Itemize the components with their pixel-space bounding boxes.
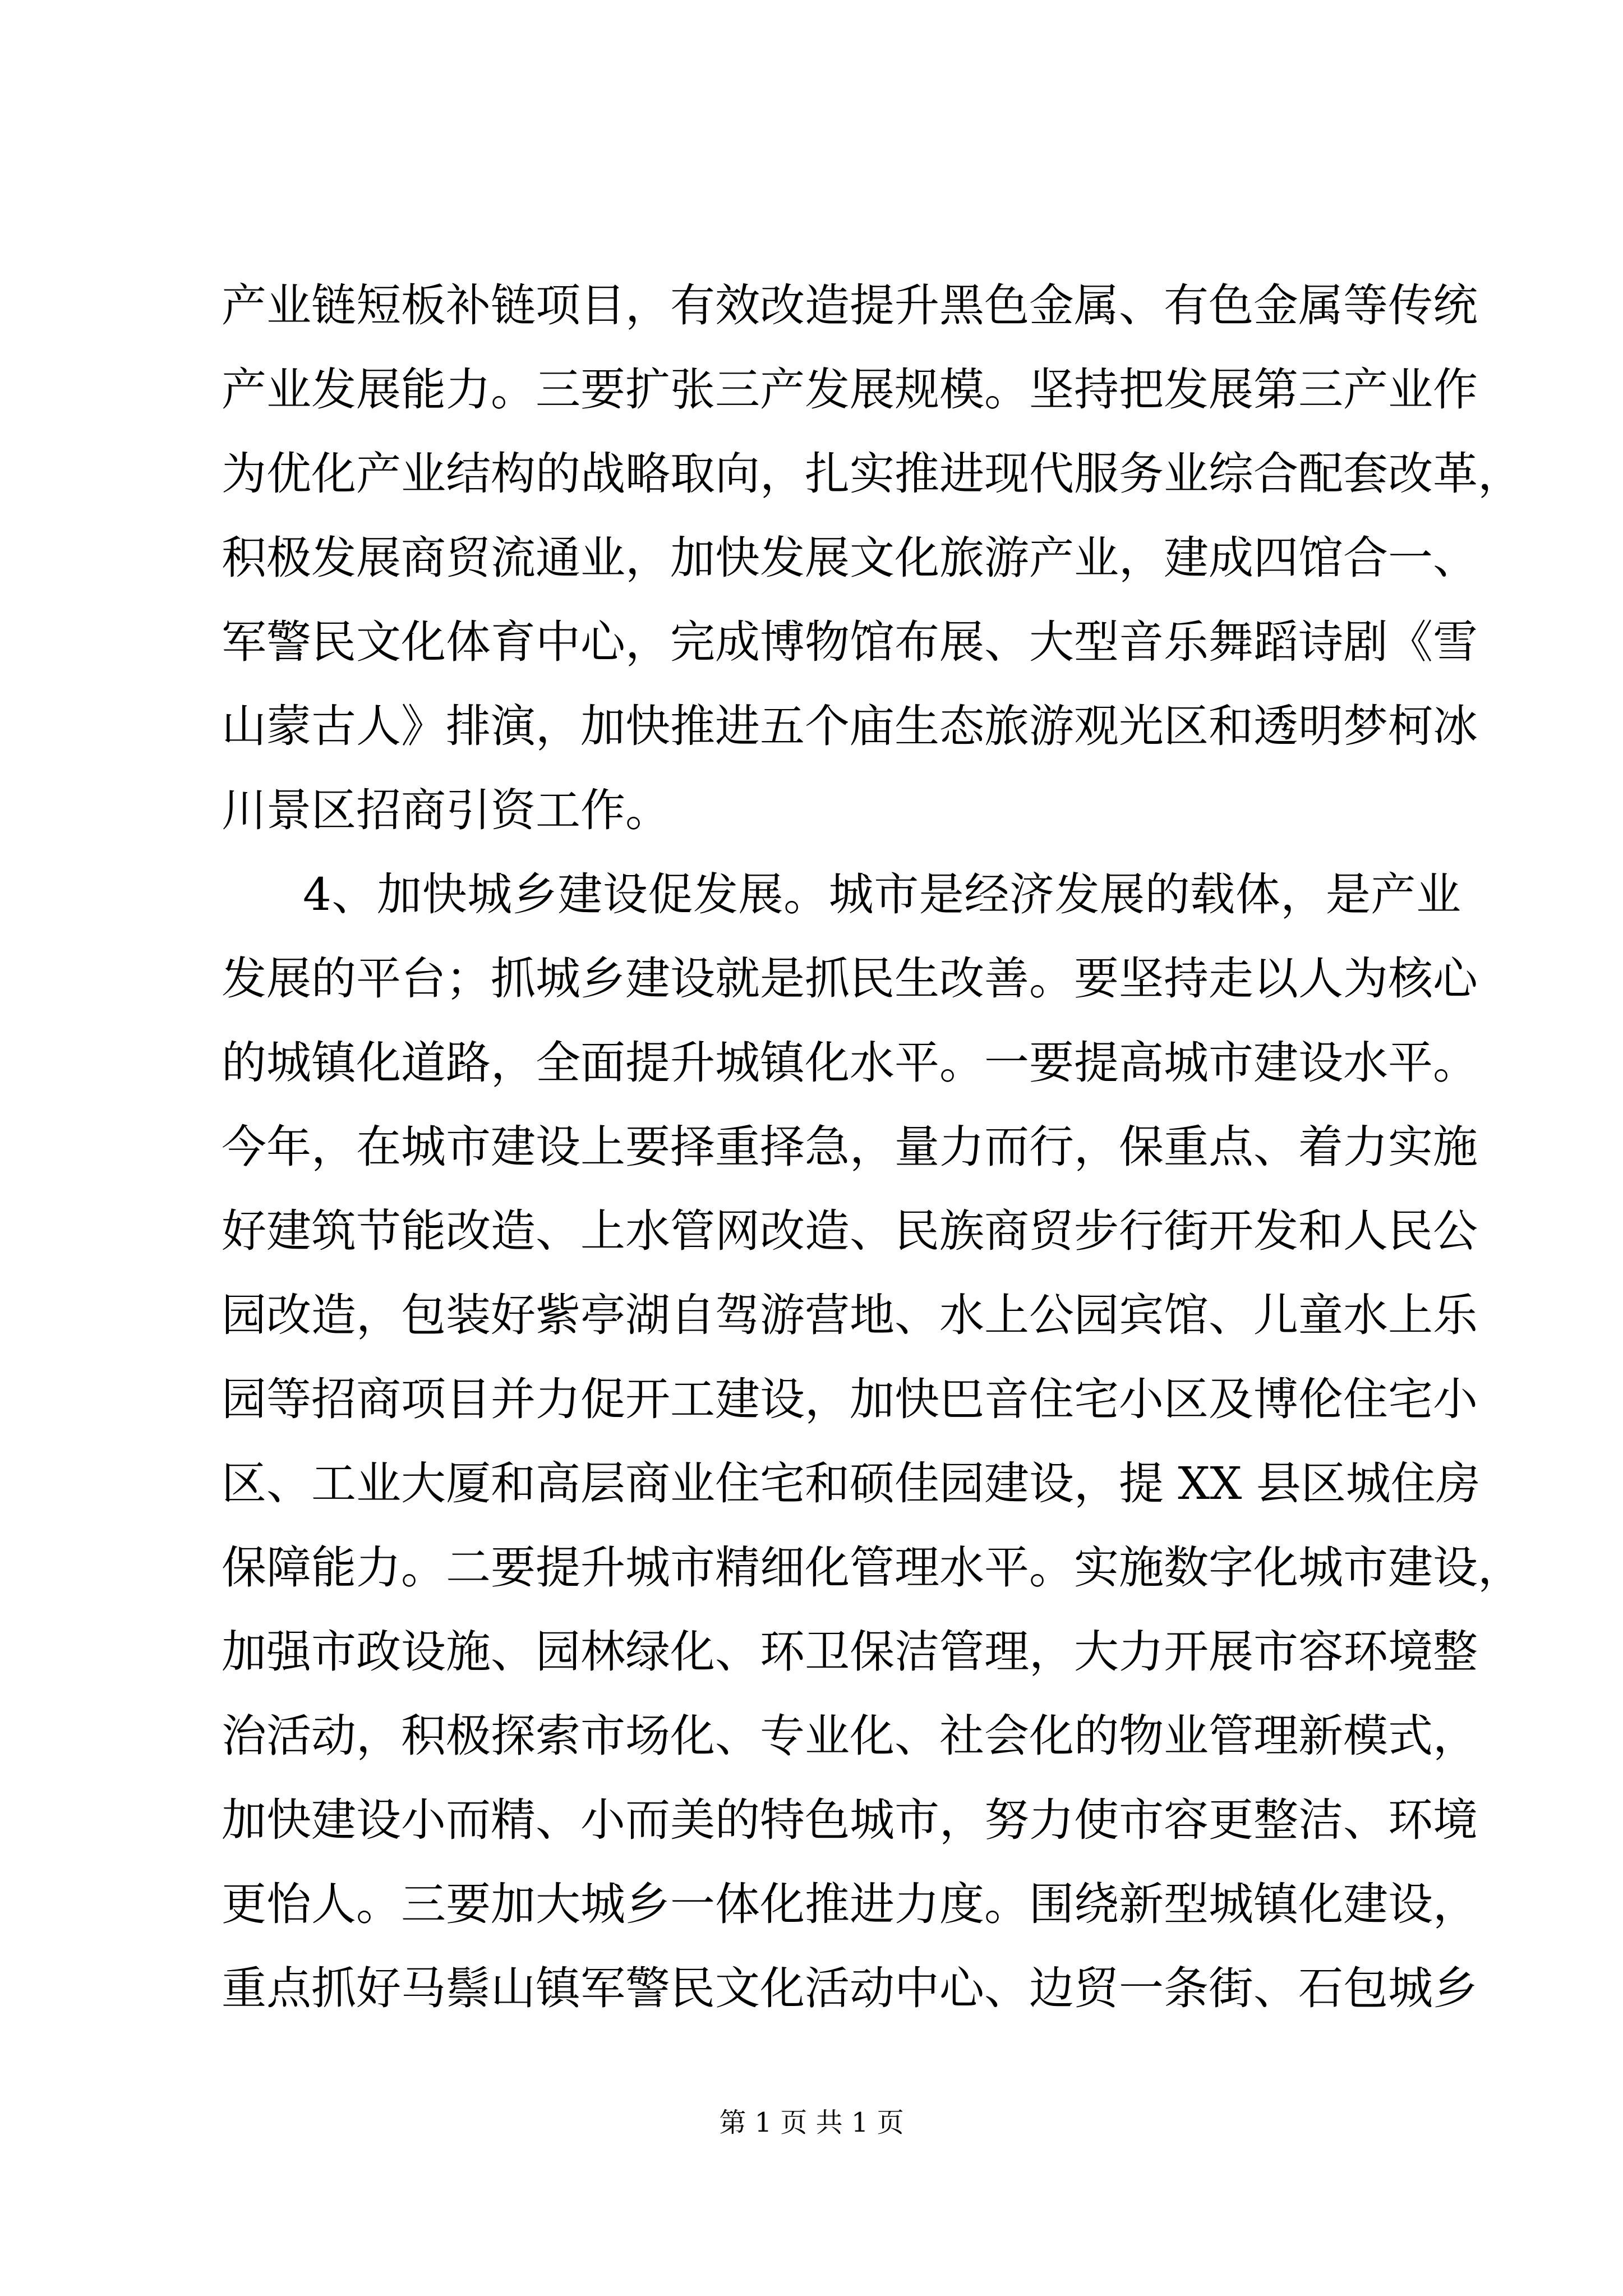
text-line: 产业链短板补链项目，有效改造提升黑色金属、有色金属等传统 — [222, 279, 1478, 332]
page-number-footer: 第 1 页 共 1 页 — [719, 2107, 904, 2138]
document-body — [222, 264, 1523, 2031]
text-line: 好建筑节能改造、上水管网改造、民族商贸步行街开发和人民公 — [222, 1205, 1478, 1257]
text-line: 山蒙古人》排演，加快推进五个庙生态旅游观光区和透明梦柯冰 — [222, 700, 1478, 752]
text-line: 加快建设小而精、小而美的特色城市，努力使市容更整洁、环境 — [222, 1794, 1478, 1846]
text-line: 川景区招商引资工作。 — [222, 784, 670, 836]
text-line: 更怡人。三要加大城乡一体化推进力度。围绕新型城镇化建设， — [222, 1878, 1478, 1930]
text-line: 积极发展商贸流通业，加快发展文化旅游产业，建成四馆合一、 — [222, 532, 1478, 584]
text-line: 的城镇化道路，全面提升城镇化水平。一要提高城市建设水平。 — [222, 1037, 1478, 1089]
text-line: 今年，在城市建设上要择重择急，量力而行，保重点、着力实施 — [222, 1121, 1478, 1173]
paragraph-1 — [222, 264, 1523, 853]
text-line: 保障能力。二要提升城市精细化管理水平。实施数字化城市建设， — [222, 1542, 1523, 1594]
text-line: 区、工业大厦和高层商业住宅和硕佳园建设，提 XX 县区城住房 — [222, 1457, 1481, 1510]
text-line: 园改造，包装好紫亭湖自驾游营地、水上公园宾馆、儿童水上乐 — [222, 1289, 1478, 1341]
text-line: 产业发展能力。三要扩张三产发展规模。坚持把发展第三产业作 — [222, 364, 1478, 416]
text-line: 军警民文化体育中心，完成博物馆布展、大型音乐舞蹈诗剧《雪 — [222, 616, 1478, 668]
paragraph-2 — [222, 853, 1523, 2031]
text-line: 园等招商项目并力促开工建设，加快巴音住宅小区及博伦住宅小 — [222, 1373, 1478, 1425]
text-line: 4、加快城乡建设促发展。城市是经济发展的载体，是产业 — [303, 868, 1461, 921]
text-line: 发展的平台；抓城乡建设就是抓民生改善。要坚持走以人为核心 — [222, 953, 1478, 1005]
text-line: 治活动，积极探索市场化、专业化、社会化的物业管理新模式， — [222, 1710, 1478, 1762]
text-line: 重点抓好马鬃山镇军警民文化活动中心、边贸一条街、石包城乡 — [222, 1962, 1478, 2014]
text-line: 为优化产业结构的战略取向，扎实推进现代服务业综合配套改革， — [222, 448, 1523, 500]
text-line: 加强市政设施、园林绿化、环卫保洁管理，大力开展市容环境整 — [222, 1626, 1478, 1678]
